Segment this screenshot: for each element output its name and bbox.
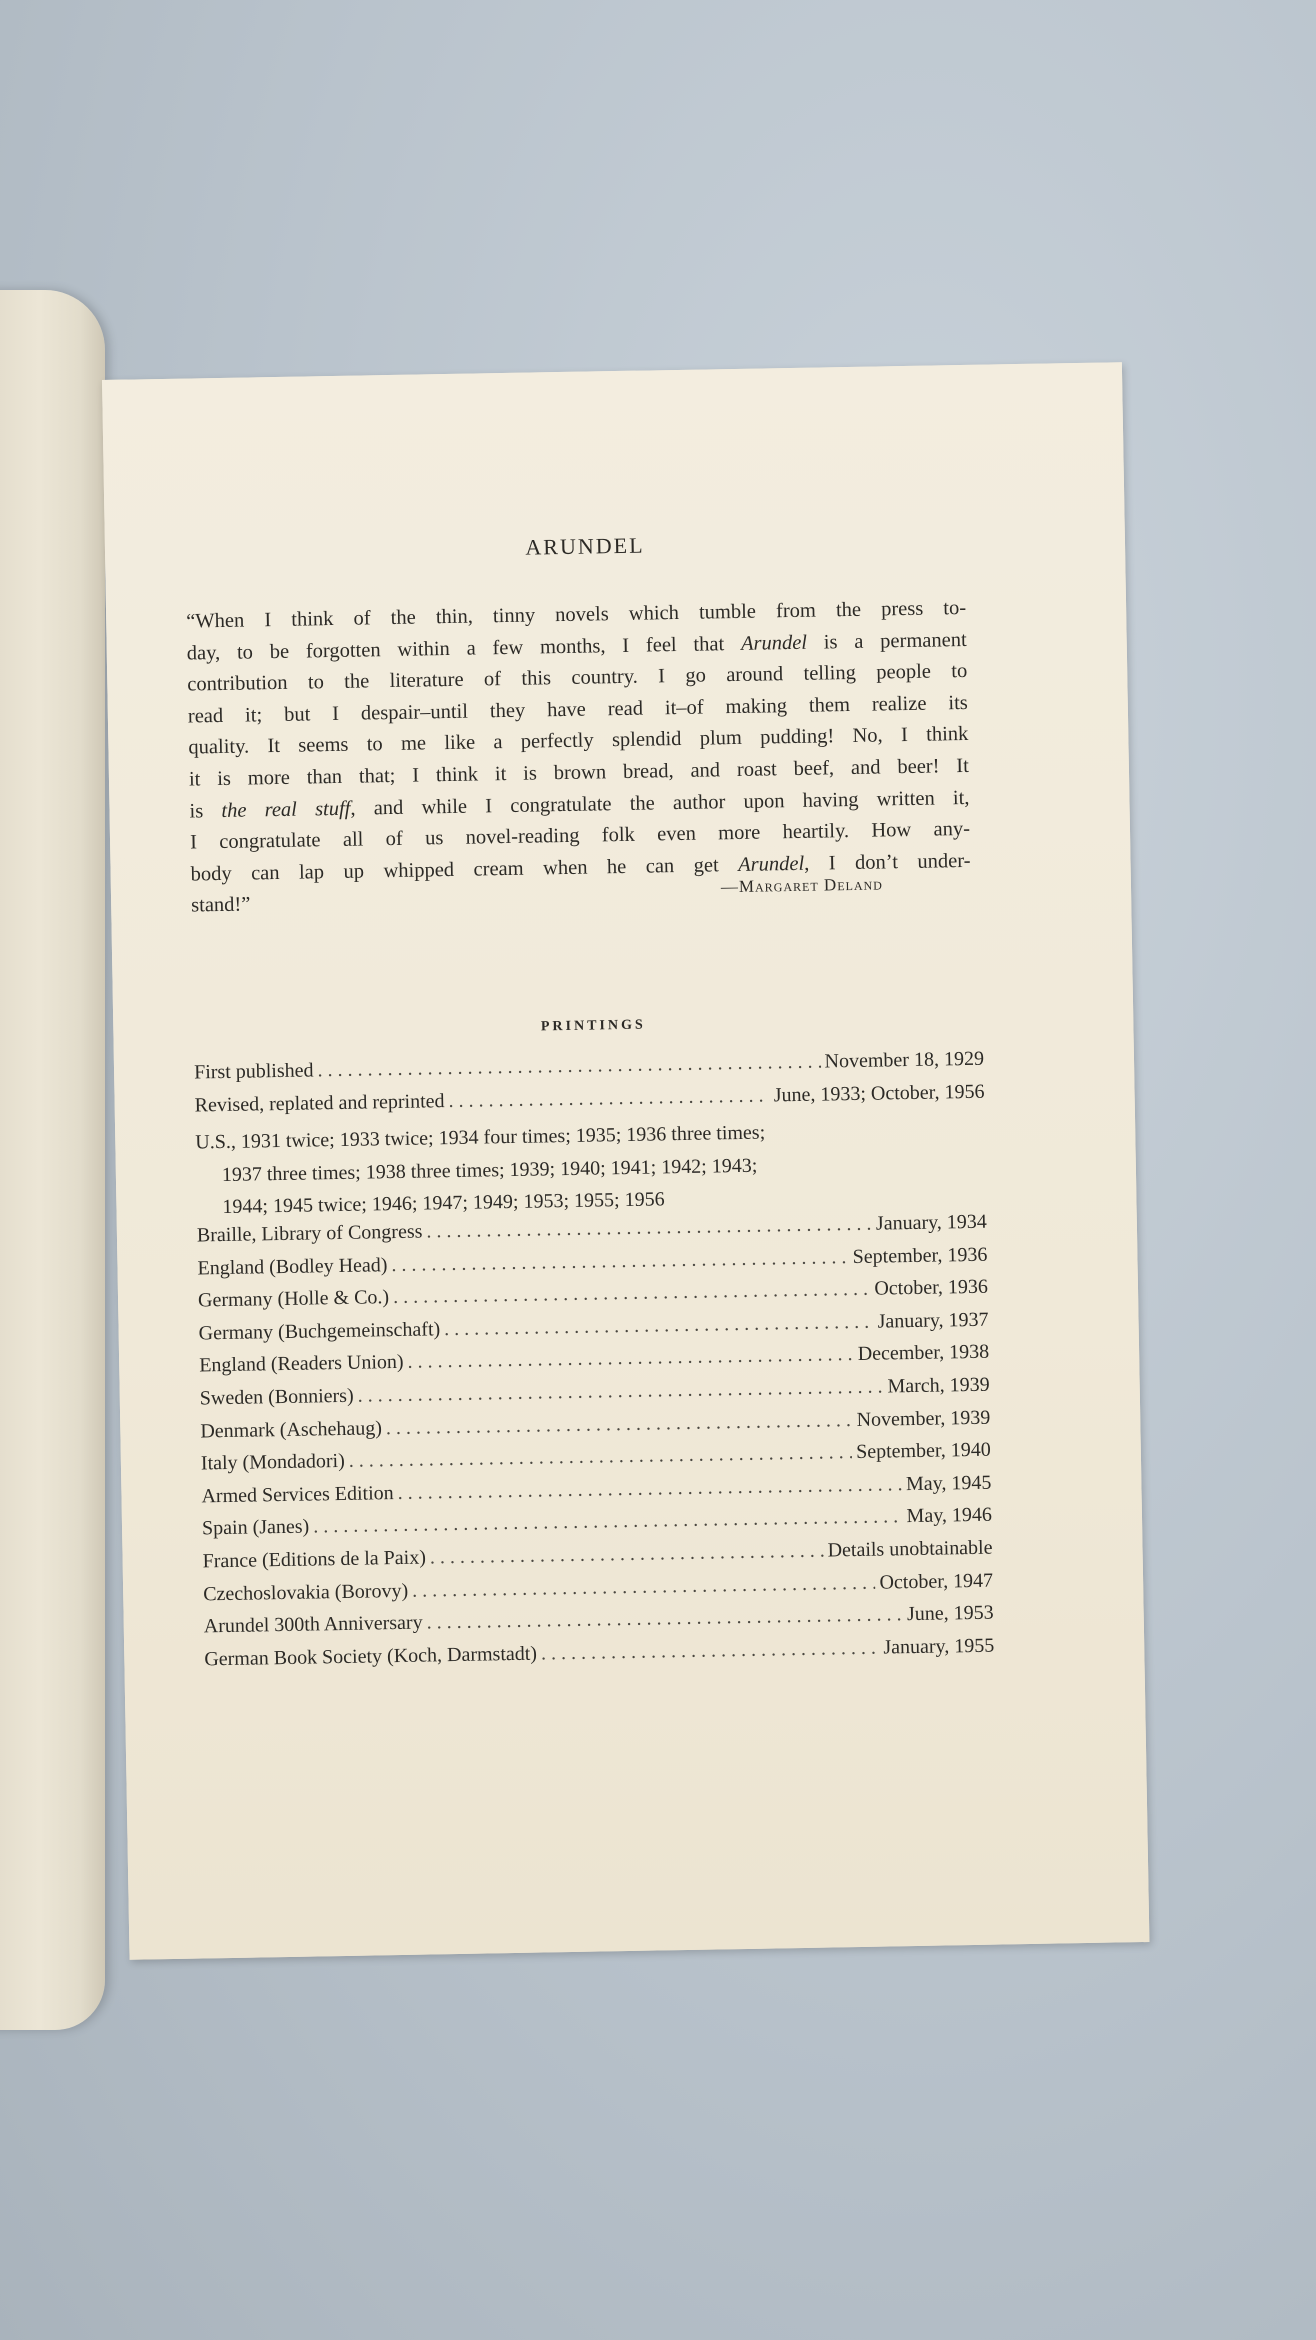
book-page (102, 362, 1149, 1960)
quote-text: is (189, 799, 222, 823)
printing-label: Czechoslovakia (Borovy) (203, 1579, 409, 1605)
printing-date: September, 1936 (852, 1243, 988, 1268)
printing-date: May, 1945 (905, 1471, 992, 1495)
printing-label: England (Bodley Head) (197, 1253, 388, 1280)
printing-label: Arundel 300th Anniversary (203, 1611, 423, 1638)
leader-dots (541, 1636, 880, 1665)
quote-text: is a permanent (806, 628, 967, 654)
printing-date: May, 1946 (906, 1503, 993, 1528)
printing-date: June, 1933; October, 1956 (773, 1080, 985, 1106)
left-page-edge (0, 290, 105, 2030)
us-printings-line: U.S., 1931 twice; 1933 twice; 1934 four times; 1935; 1936 three times; (195, 1121, 766, 1154)
printing-label: Armed Services Edition (201, 1481, 394, 1508)
printing-date: November, 1939 (856, 1406, 991, 1431)
printing-date: January, 1937 (877, 1308, 989, 1333)
printing-date: March, 1939 (887, 1373, 990, 1398)
leader-dots (317, 1051, 820, 1083)
page-content (182, 365, 995, 1671)
printing-date: October, 1947 (879, 1569, 994, 1594)
printing-date: December, 1938 (857, 1341, 990, 1366)
quote-text: stand!” (190, 893, 251, 917)
us-printings (195, 1113, 987, 1225)
page-title: ARUNDEL (525, 532, 645, 560)
quote-italic-text: Arundel (737, 852, 805, 876)
printing-date: October, 1936 (874, 1275, 989, 1300)
printing-date: January, 1955 (883, 1634, 995, 1659)
quote-text: I congratulate all of us novel-reading folk even more heartily. How any- (189, 818, 971, 854)
printing-label: First published (193, 1059, 314, 1084)
quote-text: , I don’t under- (803, 849, 971, 875)
printing-label: Braille, Library of Congress (196, 1220, 423, 1247)
review-quote (186, 593, 971, 923)
quote-text: day, to be forgotten within a few months, I feel that (186, 632, 742, 665)
printing-label: France (Editions de la Paix) (202, 1546, 427, 1573)
quote-italic-text: Arundel (740, 631, 808, 655)
printing-label: German Book Society (Koch, Darmstadt) (204, 1642, 538, 1671)
printing-date: September, 1940 (855, 1438, 991, 1464)
us-printings-line: 1944; 1945 twice; 1946; 1947; 1949; 1953; 1955; 1956 (222, 1188, 665, 1219)
quote-attribution: —Margaret Deland (720, 874, 884, 897)
printing-date: June, 1953 (906, 1601, 994, 1626)
us-printings-line: 1937 three times; 1938 three times; 1939; 1940; 1941; 1942; 1943; (221, 1154, 758, 1186)
quote-text: it is more than that; I think it is brown bread, and roast beef, and beer! It (188, 754, 970, 791)
quote-text: “When I think of the thin, tinny novels which tumble from the press to- (186, 596, 967, 633)
quote-text: contribution to the literature of this country. I go around telling people to (187, 660, 968, 696)
quote-text: read it; but I despair–until they have read it–of making them realize its (187, 691, 968, 728)
printing-label: Denmark (Aschehaug) (200, 1416, 383, 1442)
quote-text: , and while I congratulate the author upon having written it, (350, 786, 970, 820)
printing-label: Sweden (Bonniers) (199, 1384, 354, 1410)
printing-label: Germany (Buchgemeinschaft) (198, 1317, 441, 1345)
leader-dots (448, 1084, 770, 1113)
printings-list (194, 1048, 995, 1681)
printings-heading: PRINTINGS (540, 1017, 646, 1035)
printing-label: Germany (Holle & Co.) (197, 1286, 390, 1312)
printing-label: Revised, replated and reprinted (194, 1089, 445, 1117)
printing-date: Details unobtainable (827, 1536, 993, 1562)
printing-label: Spain (Janes) (201, 1515, 310, 1540)
printing-label: Italy (Mondadori) (200, 1450, 345, 1475)
printing-label: England (Readers Union) (199, 1351, 404, 1377)
quote-italic-text: the real stuff (221, 797, 351, 822)
printing-date: November 18, 1929 (824, 1047, 985, 1073)
printing-date: January, 1934 (875, 1210, 988, 1235)
quote-text: quality. It seems to me like a perfectly splendid plum pudding! No, I think (188, 723, 969, 759)
quote-text: body can lap up whipped cream when he can get (190, 853, 739, 886)
